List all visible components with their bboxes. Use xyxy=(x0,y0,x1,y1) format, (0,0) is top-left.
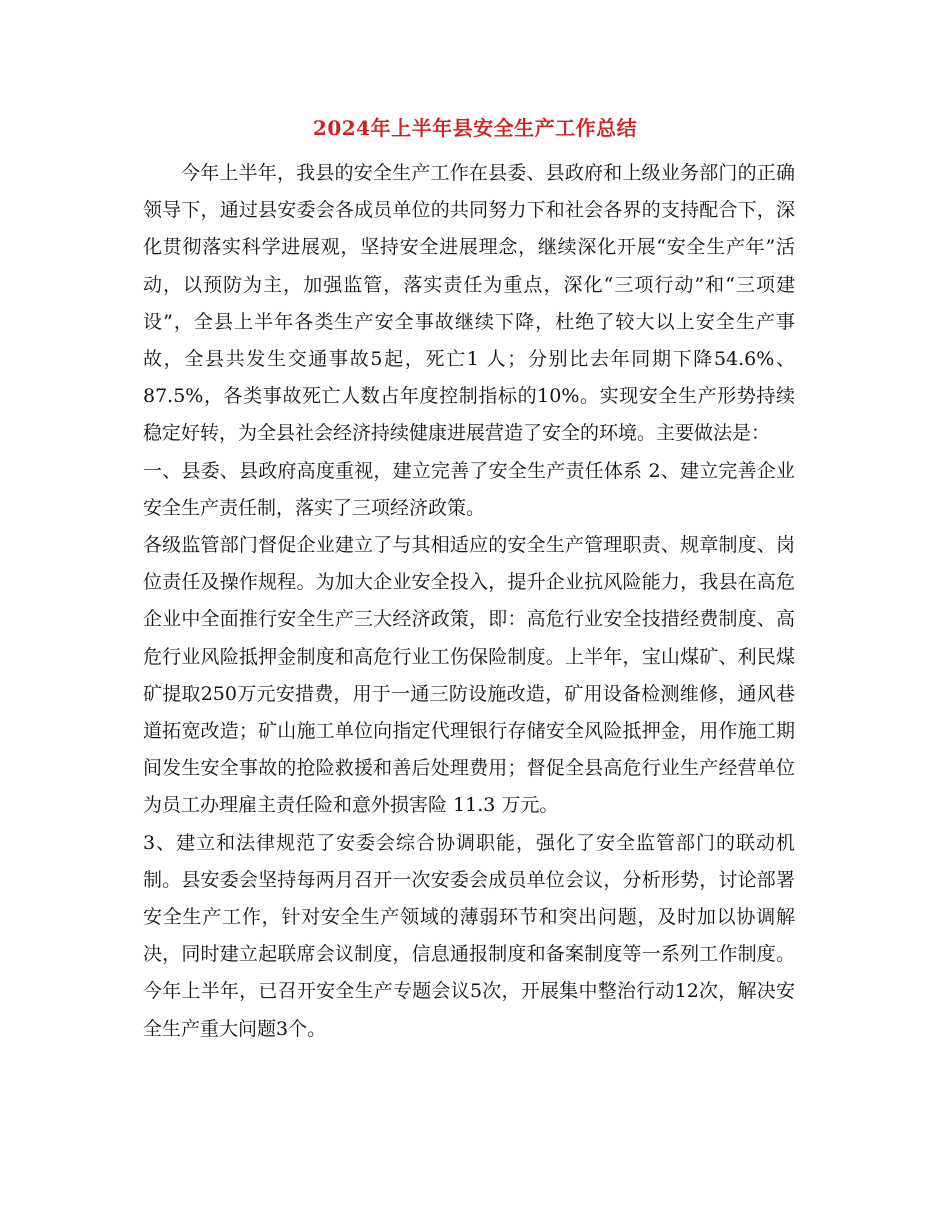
paragraph-section-3: 3、建立和法律规范了安委会综合协调职能，强化了安全监管部门的联动机制。县安委会坚持每两月召开一次安委会成员单位会议，分析形势，讨论部署安全生产工作，针对安全生产领域的薄弱环节和突出问题，及时加以协调解决，同时建立起联席会议制度，信息通报制度和备案制度等一系列工作制度。今年上半年，已召开安全生产专题会议5次，开展集中整治行动12次，解决安全生产重大问题3个。 xyxy=(143,831,795,1040)
paragraph-intro: 今年上半年，我县的安全生产工作在县委、县政府和上级业务部门的正确领导下，通过县安委会各成员单位的共同努力下和社会各界的支持配合下，深化贯彻落实科学进展观，坚持安全进展理念，继续深化开展“安全生产年”活动，以预防为主，加强监管，落实责任为重点，深化“三项行动”和“三项建设”，全县上半年各类生产安全事故继续下降，杜绝了较大以上安全生产事故，全县共发生交通事故5起，死亡1 人；分别比去年同期下降54.6%、87.5%，各类事故死亡人数占年度控制指标的10%。实现安全生产形势持续稳定好转，为全县社会经济持续健康进展营造了安全的环境。主要做法是： xyxy=(143,162,795,445)
paragraph-economic-policy: 各级监管部门督促企业建立了与其相适应的安全生产管理职责、规章制度、岗位责任及操作规程。为加大企业安全投入，提升企业抗风险能力，我县在高危企业中全面推行安全生产三大经济政策，即：高危行业安全技措经费制度、高危行业风险抵押金制度和高危行业工伤保险制度。上半年，宝山煤矿、利民煤矿提取250万元安措费，用于一通三防设施改造，矿用设备检测维修，通风巷道拓宽改造；矿山施工单位向指定代理银行存储安全风险抵押金，用作施工期间发生安全事故的抢险救援和善后处理费用；督促全县高危行业生产经营单位为员工办理雇主责任险和意外损害险 11.3 万元。 xyxy=(143,534,795,817)
document-body xyxy=(143,155,795,1048)
paragraph-section-1: 一、县委、县政府高度重视，建立完善了安全生产责任体系 2、建立完善企业安全生产责任制，落实了三项经济政策。 xyxy=(143,459,795,519)
document-title: 2024年上半年县安全生产工作总结 xyxy=(312,116,638,140)
